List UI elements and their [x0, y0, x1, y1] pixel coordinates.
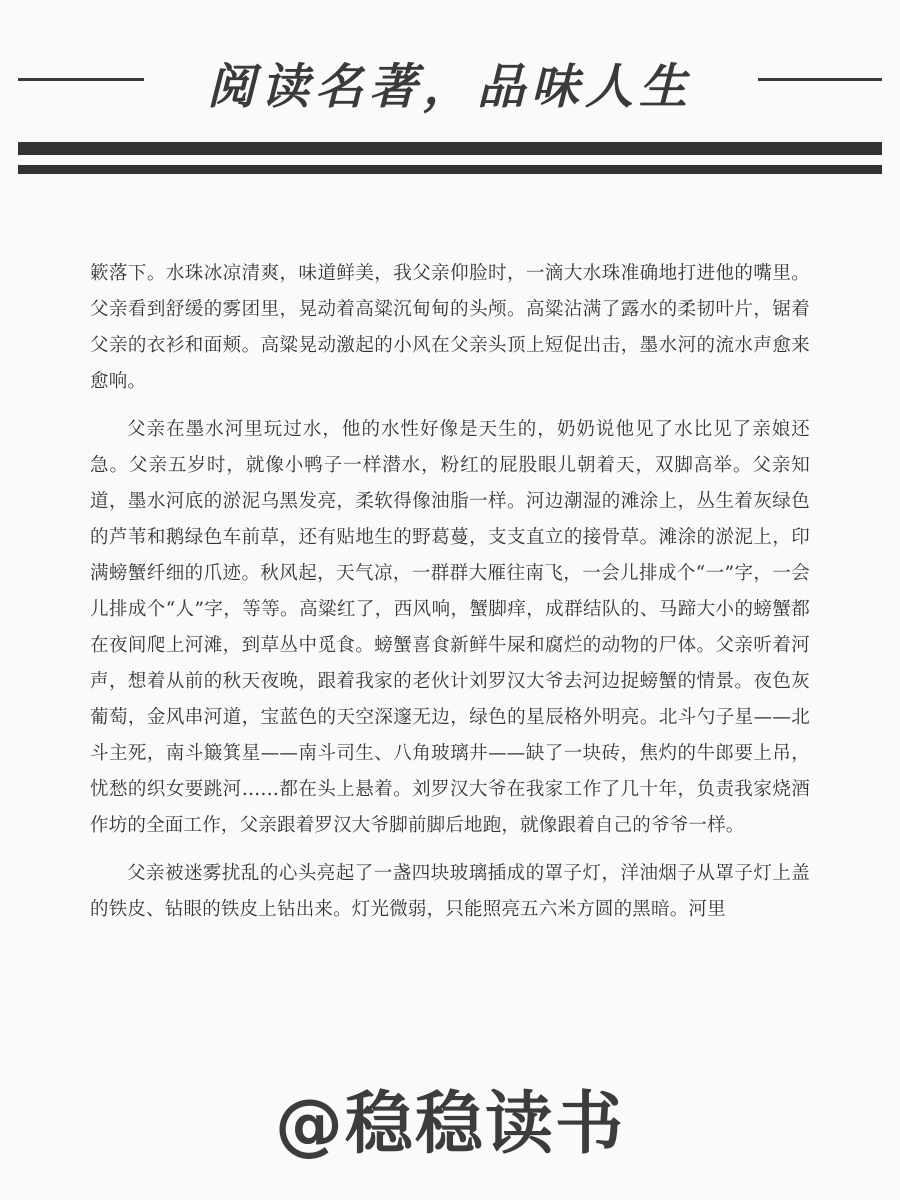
- header-rule-right: [758, 78, 882, 81]
- article-body: [90, 256, 810, 940]
- divider-bar-thin: [18, 165, 882, 174]
- divider-bar-thick: [18, 142, 882, 155]
- paragraph: 簌落下。水珠冰凉清爽，味道鲜美，我父亲仰脸时，一滴大水珠准确地打进他的嘴里。父亲看到舒缓的雾团里，晃动着高粱沉甸甸的头颅。高粱沾满了露水的柔韧叶片，锯着父亲的衣衫和面颊。高粱晃动激起的小风在父亲头顶上短促出击，墨水河的流水声愈来愈响。: [90, 263, 810, 392]
- page-header: [0, 40, 900, 120]
- brand-watermark: @稳稳读书: [274, 1085, 625, 1164]
- paragraph: 父亲被迷雾扰乱的心头亮起了一盏四块玻璃插成的罩子灯，洋油烟子从罩子灯上盖的铁皮、钻眼的铁皮上钻出来。灯光微弱，只能照亮五六米方圆的黑暗。河里: [90, 863, 810, 920]
- header-rule-left: [18, 78, 144, 81]
- paragraph: 父亲在墨水河里玩过水，他的水性好像是天生的，奶奶说他见了水比见了亲娘还急。父亲五岁时，就像小鸭子一样潜水，粉红的屁股眼儿朝着天，双脚高举。父亲知道，墨水河底的淤泥乌黑发亮，柔软得像油脂一样。河边潮湿的滩涂上，丛生着灰绿色的芦苇和鹅绿色车前草，还有贴地生的野葛蔓，支支直立的接骨草。滩涂的淤泥上，印满螃蟹纤细的爪迹。秋风起，天气凉，一群群大雁往南飞，一会儿排成个“一”字，一会儿排成个“人”字，等等。高粱红了，西风响，蟹脚痒，成群结队的、马蹄大小的螃蟹都在夜间爬上河滩，到草丛中觅食。螃蟹喜食新鲜牛屎和腐烂的动物的尸体。父亲听着河声，想着从前的秋天夜晚，跟着我家的老伙计刘罗汉大爷去河边捉螃蟹的情景。夜色灰葡萄，金风串河道，宝蓝色的天空深邃无边，绿色的星辰格外明亮。北斗勺子星——北斗主死，南斗簸箕星——南斗司生、八角玻璃井——缺了一块砖，焦灼的牛郎要上吊，忧愁的织女要跳河……都在头上悬着。刘罗汉大爷在我家工作了几十年，负责我家烧酒作坊的全面工作，父亲跟着罗汉大爷脚前脚后地跑，就像跟着自己的爷爷一样。: [90, 419, 810, 836]
- page-title: 阅读名著，品味人生: [206, 59, 693, 115]
